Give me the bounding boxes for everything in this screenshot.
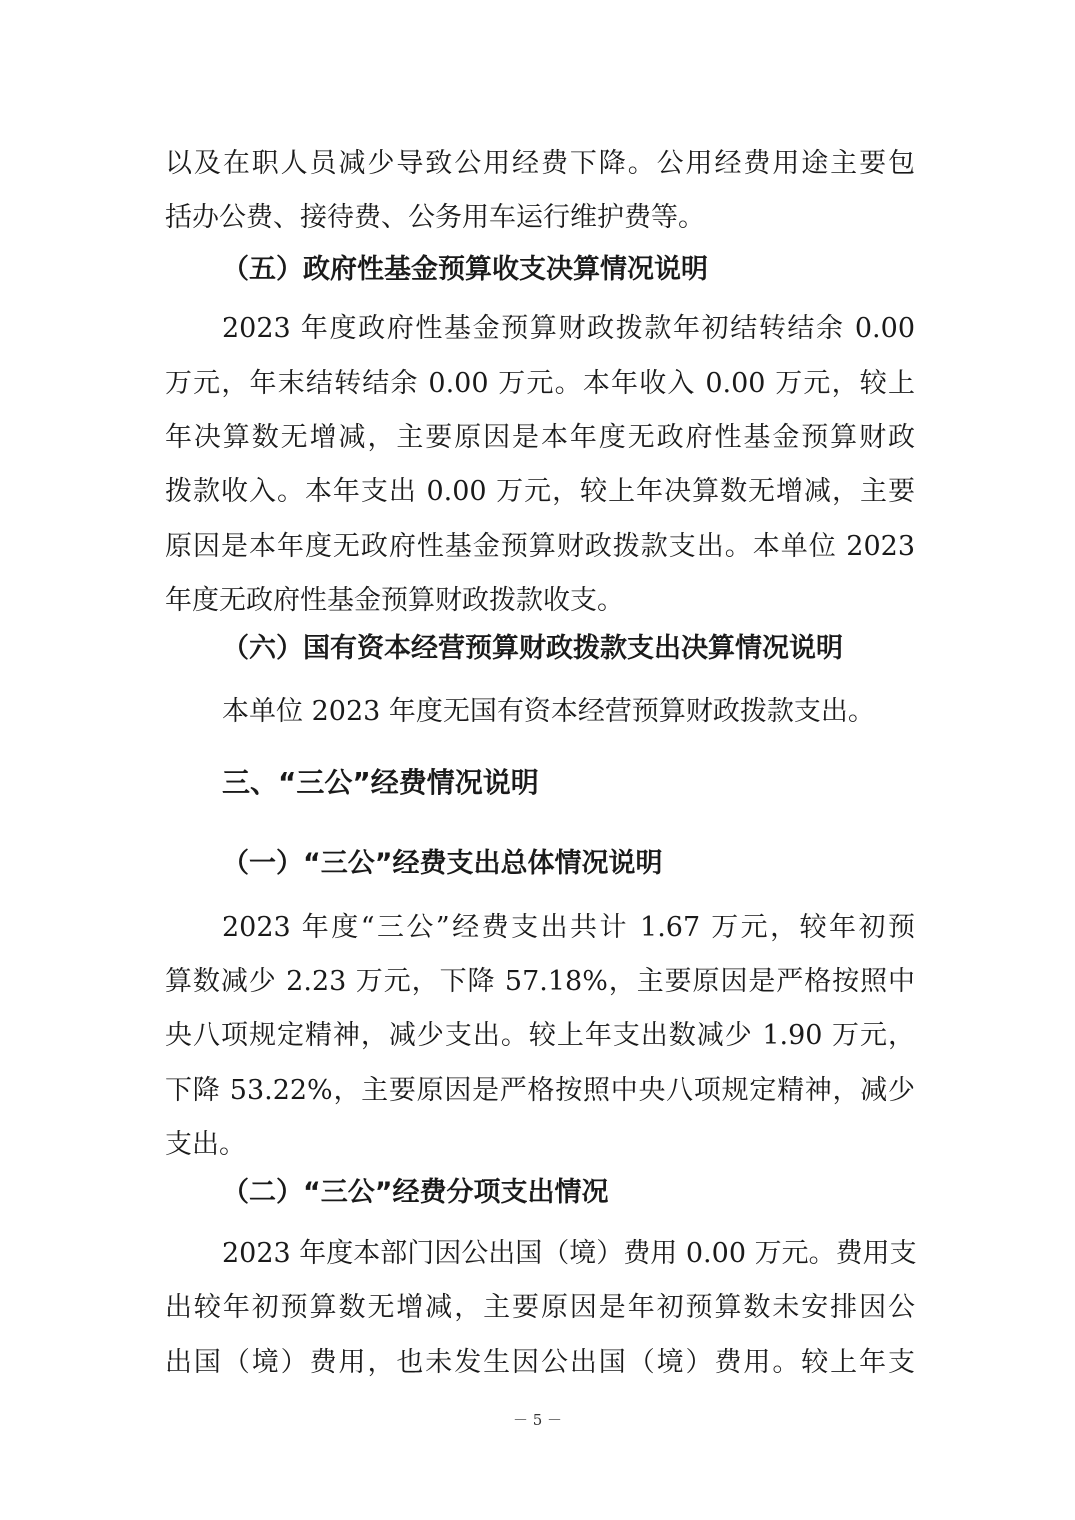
paragraph-line: 2023 年度“三公”经费支出共计 1.67 万元，较年初预 xyxy=(222,912,915,943)
paragraph-line: 括办公费、接待费、公务用车运行维护费等。 xyxy=(165,202,705,233)
paragraph-line: 本单位 2023 年度无国有资本经营预算财政拨款支出。 xyxy=(222,696,875,727)
subsection-heading: （六）国有资本经营预算财政拨款支出决算情况说明 xyxy=(222,633,843,664)
paragraph-line: 算数减少 2.23 万元，下降 57.18%，主要原因是严格按照中 xyxy=(165,966,915,997)
paragraph-line: 年度无政府性基金预算财政拨款收支。 xyxy=(165,585,624,616)
paragraph-line: 出国（境）费用，也未发生因公出国（境）费用。较上年支 xyxy=(165,1347,915,1378)
page-number: － 5 － xyxy=(512,1411,563,1429)
paragraph-line: 拨款收入。本年支出 0.00 万元，较上年决算数无增减，主要 xyxy=(165,476,915,507)
paragraph-line: 以及在职人员减少导致公用经费下降。公用经费用途主要包 xyxy=(165,148,915,179)
paragraph-line: 万元，年末结转结余 0.00 万元。本年收入 0.00 万元，较上 xyxy=(165,368,915,399)
paragraph-line: 央八项规定精神，减少支出。较上年支出数减少 1.90 万元， xyxy=(165,1020,915,1051)
paragraph-line: 出较年初预算数无增减，主要原因是年初预算数未安排因公 xyxy=(165,1292,915,1323)
subsection-heading: （二）“三公”经费分项支出情况 xyxy=(222,1177,609,1208)
subsection-heading: （五）政府性基金预算收支决算情况说明 xyxy=(222,254,708,285)
paragraph-line: 下降 53.22%，主要原因是严格按照中央八项规定精神，减少 xyxy=(165,1075,915,1106)
section-heading: 三、“三公”经费情况说明 xyxy=(222,766,539,799)
paragraph-line: 年决算数无增减，主要原因是本年度无政府性基金预算财政 xyxy=(165,422,915,453)
paragraph-line: 原因是本年度无政府性基金预算财政拨款支出。本单位 2023 xyxy=(165,531,915,562)
subsection-heading: （一）“三公”经费支出总体情况说明 xyxy=(222,848,663,879)
paragraph-line: 支出。 xyxy=(165,1129,246,1160)
paragraph-line: 2023 年度政府性基金预算财政拨款年初结转结余 0.00 xyxy=(222,313,915,344)
paragraph-line: 2023 年度本部门因公出国（境）费用 0.00 万元。费用支 xyxy=(222,1238,917,1269)
